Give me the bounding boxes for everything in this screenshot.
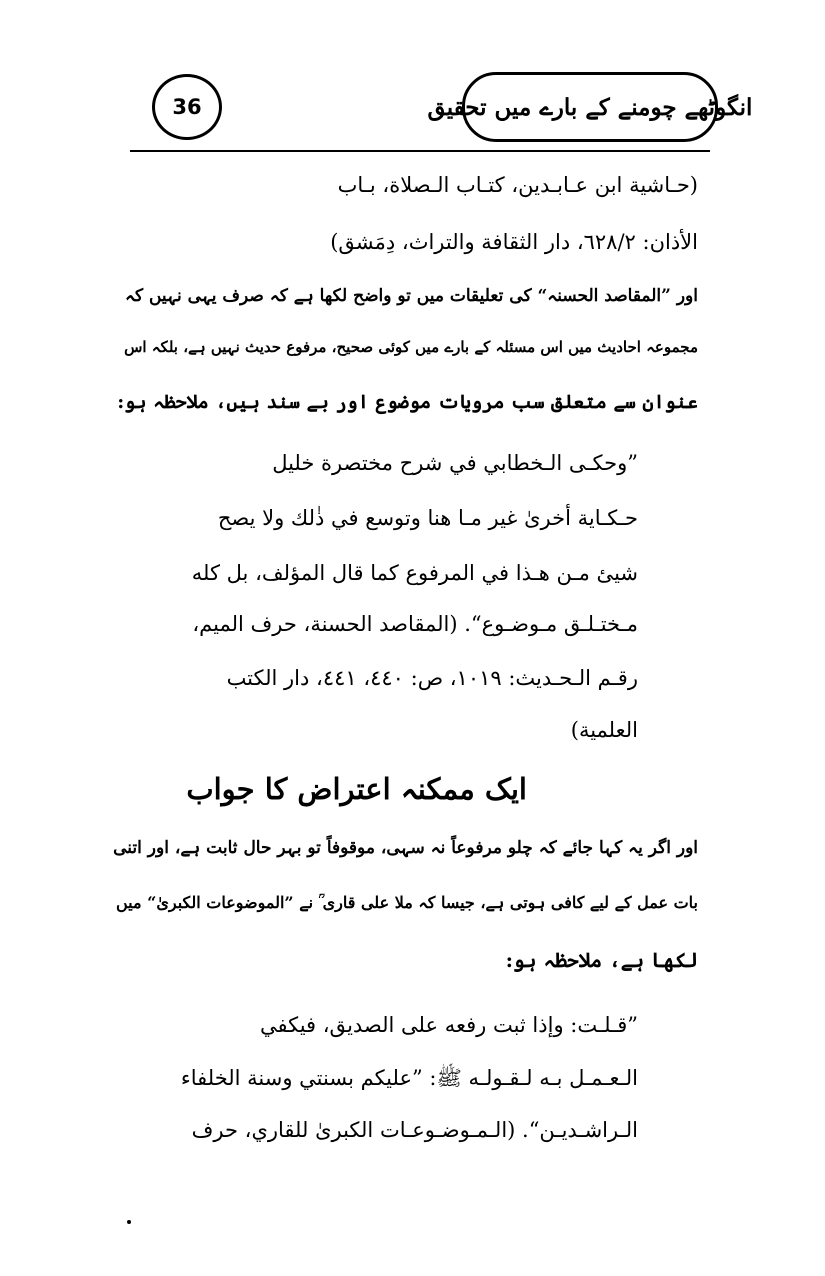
paragraph-2-line-2: بات عمل کے لیے کافی ہوتی ہے، جیسا کہ ملا علی قاری ؒ نے ”الموضوعات الکبریٰ“ میں — [116, 893, 698, 912]
citation-line-2: الأذان: ٦٢٨/٢، دار الثقافة والتراث، دِمَشق) — [330, 230, 698, 254]
page-number-circle — [152, 74, 222, 140]
quote-1-line-1: ”وحكـى الـخطابي في شرح مختصرة خليل — [272, 451, 638, 475]
paragraph-1-line-1: اور ”المقاصد الحسنہ“ کی تعلیقات میں تو واضح لکھا ہے کہ صرف یہی نہیں کہ — [124, 286, 698, 306]
quote-1-line-2: حـكـاية أخرىٰ غير مـا هنا وتوسع في ذٰلك ولا يصح — [217, 506, 638, 530]
section-heading: ایک ممکنہ اعتراض کا جواب — [186, 772, 527, 806]
paragraph-1-line-2: مجموعہ احادیث میں اس مسئلہ کے بارے میں کوئی صحیح، مرفوع حدیث نہیں ہے، بلکہ اس — [124, 338, 698, 356]
stray-mark — [127, 1220, 131, 1224]
quote-2-line-2: الـعـمـل بـه لـقـولـه ﷺ: ”عليكم بسنتي وسنة الخلفاء — [180, 1066, 638, 1090]
header-rule — [130, 150, 710, 152]
quote-2-line-1: ”قـلـت: وإذا ثبت رفعه على الصديق، فيكفي — [260, 1013, 638, 1037]
quote-1-line-6: العلمية) — [570, 718, 638, 742]
running-title: انگوٹھے چومنے کے بارے میں تحقیق — [427, 93, 753, 121]
page-number: 36 — [172, 95, 202, 119]
paragraph-2-line-3: لکھا ہے، ملاحظہ ہو: — [505, 948, 698, 972]
paragraph-1-line-3: عنوان سے متعلق سب مرویات موضوع اور بے سند ہیں، ملاحظہ ہو: — [117, 391, 698, 413]
quote-1-line-5: رقـم الـحـديث: ١٠١٩، ص: ٤٤٠، ٤٤١، دار الكتب — [226, 666, 638, 690]
quote-2-line-3: الـراشـديـن“. (الـمـوضـوعـات الكبرىٰ للقاري، حرف — [191, 1118, 638, 1142]
running-title-box — [427, 72, 753, 142]
quote-1-line-3: شيئ مـن هـذا في المرفوع كما قال المؤلف، بل كله — [191, 561, 638, 585]
paragraph-2-line-1: اور اگر یہ کہا جائے کہ چلو مرفوعاً نہ سہی، موقوفاً تو بہر حال ثابت ہے، اور اتنی — [113, 838, 698, 858]
citation-line-1: (حـاشية ابن عـابـدين، كتـاب الـصلاة، بـاب — [337, 173, 698, 197]
quote-1-line-4: مـختـلـق مـوضـوع“. (المقاصد الحسنة، حرف الميم، — [192, 612, 638, 636]
